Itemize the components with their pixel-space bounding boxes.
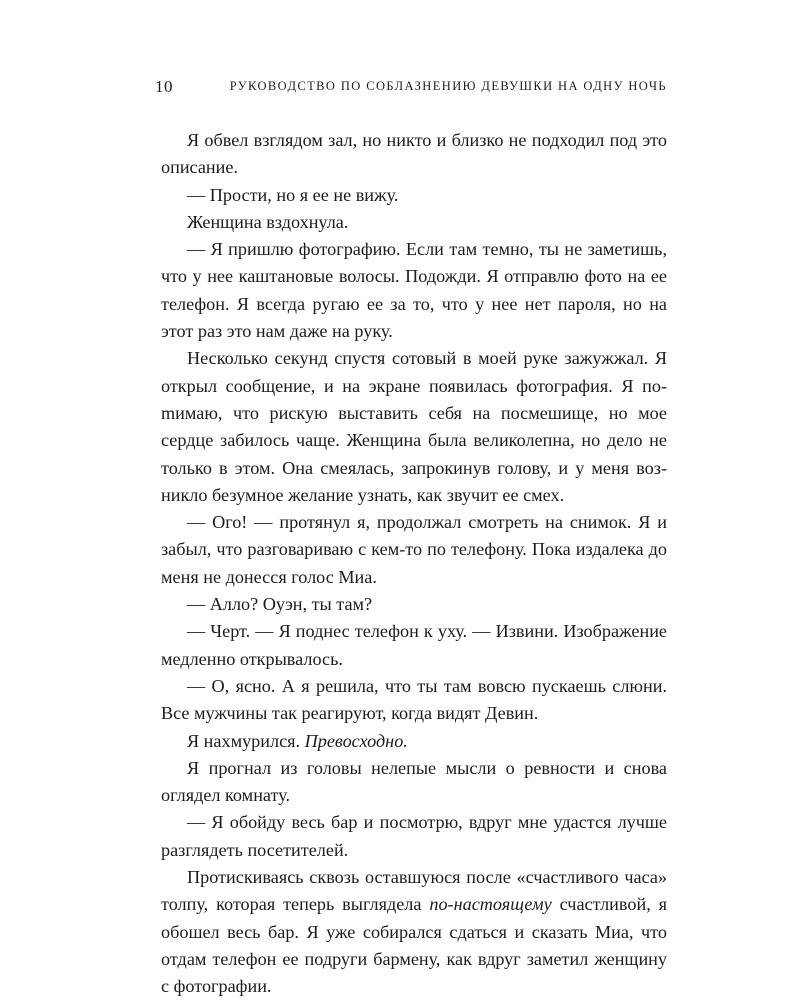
paragraph <box>161 755 667 810</box>
text-run: — Алло? Оуэн, ты там? <box>187 594 373 615</box>
paragraph <box>161 509 667 591</box>
paragraph <box>161 236 667 345</box>
text-run: Я нахмурился. <box>187 730 305 751</box>
italic-text: по-настоящему <box>429 894 552 915</box>
paragraph <box>161 182 667 209</box>
text-run: счастливой, я обошел весь бар. Я уже собирался сдаться и сказать Миа, что отдам телефон ее подруги бармену, как вдруг заметил женщину с фотографии. <box>161 894 667 997</box>
running-title: РУКОВОДСТВО ПО СОБЛАЗНЕНИЮ ДЕВУШКИ НА ОДНУ НОЧЬ <box>229 79 667 93</box>
text-run: — Прости, но я ее не вижу. <box>187 184 399 205</box>
paragraph <box>161 618 667 673</box>
text-run: — Я обойду весь бар и посмотрю, вдруг мне удастся лучше разглядеть посетителей. <box>161 812 667 860</box>
body-text <box>161 127 667 1001</box>
text-run: Протискиваясь сквозь оставшуюся после «счастливого часа» толпу, которая теперь выглядела <box>161 867 667 915</box>
paragraph <box>161 728 667 755</box>
text-run: Несколько секунд спустя сотовый в моей руке зажужжал. Я открыл сообщение, и на экране появилась фотография. Я поmимаю, что рискую выставить себя на посмешище, но мое сердце забилось чаще. Женщина была великолепна, но дело не только в этом. Она смеялась, запрокинув голову, и у меня возникло безумное желание узнать, как звучит ее смех. <box>161 348 667 505</box>
page-number: 10 <box>155 77 173 96</box>
text-run: — Я пришлю фотографию. Если там темно, ты не заметишь, что у нее каштановые волосы. Подожди. Я отправлю фото на ее телефон. Я всегда ругаю ее за то, что у нее нет пароля, но на этот раз это нам даже на руку. <box>161 239 667 342</box>
paragraph <box>161 591 667 618</box>
text-run: Я обвел взглядом зал, но никто и близко не подходил под это описание. <box>161 130 667 178</box>
text-run: — Ого! — протянул я, продолжал смотреть на снимок. Я и забыл, что разговариваю с кем-то по телефону. Пока издалека до меня не донесся голос Миа. <box>161 512 667 587</box>
italic-text: Превосходно. <box>304 730 408 751</box>
text-run: Женщина вздохнула. <box>187 211 349 232</box>
text-run: — Черт. — Я поднес телефон к уху. — Извини. Изображение медленно открывалось. <box>161 621 667 669</box>
paragraph <box>161 345 667 509</box>
text-run: Я прогнал из головы нелепые мысли о ревности и снова оглядел комнату. <box>161 757 667 806</box>
paragraph <box>161 864 667 1000</box>
paragraph <box>161 127 667 182</box>
paragraph <box>161 209 667 236</box>
running-head <box>155 77 667 97</box>
paragraph <box>161 673 667 728</box>
text-run: — О, ясно. А я решила, что ты там вовсю пускаешь слюни. Все мужчины так реагируют, когда видят Девин. <box>161 675 667 724</box>
paragraph <box>161 809 667 864</box>
